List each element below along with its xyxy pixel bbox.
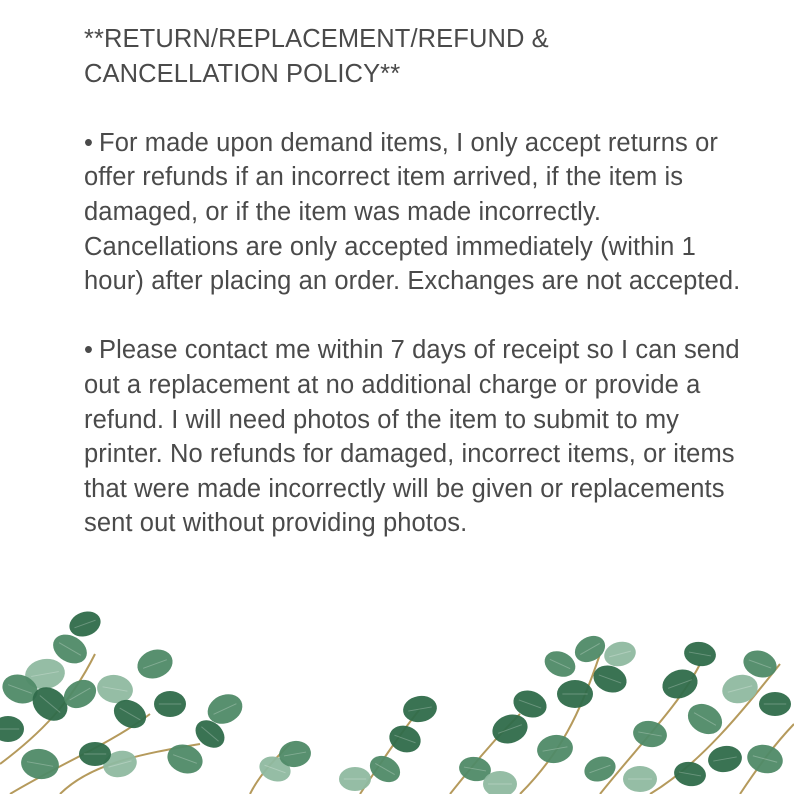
eucalyptus-leaf-icon: [658, 665, 701, 704]
stem: [10, 714, 150, 794]
stem: [740, 724, 794, 794]
bullet-icon: •: [84, 128, 94, 157]
leaf-vein: [201, 727, 218, 741]
eucalyptus-leaf-icon: [19, 746, 62, 782]
policy-paragraph-contact: [84, 333, 744, 541]
eucalyptus-foliage-icon: [0, 594, 794, 794]
leaf-vein: [120, 708, 141, 720]
leaf-vein: [679, 772, 701, 776]
leaf-vein: [143, 660, 167, 669]
paragraph-text: For made upon demand items, I only accept returns or offer refunds if an incorrect item arrived, if the item is damaged, or if the item was made incorrectly. Cancellations are only accepted immediately (within 1 hour) after placing an order. Exchanges are not accepted.: [84, 128, 741, 296]
eucalyptus-leaf-icon: [365, 751, 405, 788]
eucalyptus-leaf-icon: [26, 680, 74, 727]
eucalyptus-leaf-icon: [483, 771, 517, 794]
leaf-vein: [599, 675, 621, 683]
stem: [650, 664, 780, 794]
leaf-vein: [543, 747, 568, 751]
eucalyptus-leaf-icon: [109, 694, 151, 734]
leaf-vein: [728, 686, 752, 693]
eucalyptus-leaf-icon: [0, 670, 42, 709]
bullet-icon: •: [84, 336, 94, 365]
leaf-vein: [550, 659, 570, 668]
eucalyptus-leaf-icon: [557, 680, 593, 708]
eucalyptus-leaf-icon: [48, 629, 92, 670]
leaf-vein: [74, 620, 95, 628]
eucalyptus-leaf-icon: [401, 693, 439, 725]
eucalyptus-leaf-icon: [570, 631, 610, 668]
leaf-vein: [40, 695, 60, 712]
stem: [520, 654, 600, 794]
eucalyptus-leaf-icon: [100, 747, 140, 781]
stem: [60, 744, 200, 794]
leaf-vein: [27, 762, 53, 767]
leaf-vein: [103, 687, 128, 691]
leaf-vein: [375, 763, 394, 774]
eucalyptus-leaf-icon: [623, 766, 657, 792]
eucalyptus-leaf-icon: [277, 738, 313, 769]
leaf-vein: [753, 756, 777, 763]
eucalyptus-leaf-icon: [0, 716, 24, 742]
eucalyptus-leaf-icon: [682, 698, 727, 740]
leaf-vein: [638, 732, 661, 736]
eucalyptus-leaf-icon: [339, 767, 371, 791]
eucalyptus-leaf-icon: [719, 671, 761, 707]
leaf-vein: [173, 755, 197, 764]
eucalyptus-leaf-icon: [601, 638, 638, 669]
eucalyptus-leaf-icon: [66, 607, 104, 640]
eucalyptus-leaf-icon: [682, 639, 718, 668]
eucalyptus-leaf-icon: [740, 646, 781, 682]
eucalyptus-leaf-icon: [488, 710, 531, 749]
eucalyptus-leaf-icon: [203, 689, 247, 730]
leaf-vein: [713, 757, 736, 761]
leaf-vein: [689, 652, 711, 656]
eucalyptus-leaf-icon: [163, 740, 206, 779]
policy-document: [84, 22, 744, 541]
leaf-vein: [580, 643, 599, 654]
leaf-vein: [408, 707, 431, 711]
leaf-vein: [214, 704, 237, 715]
leaf-vein: [668, 680, 692, 689]
eucalyptus-leaf-icon: [154, 691, 186, 717]
leaf-vein: [519, 700, 541, 708]
eucalyptus-leaf-icon: [457, 754, 493, 783]
stem: [250, 744, 290, 794]
leaf-vein: [749, 660, 771, 668]
leaf-vein: [70, 688, 91, 700]
stem: [600, 664, 700, 794]
stem: [360, 709, 420, 794]
policy-paragraph-made-on-demand: [84, 126, 744, 299]
eucalyptus-leaf-icon: [672, 759, 708, 788]
leaf-vein: [31, 672, 59, 677]
stem: [450, 714, 520, 794]
leaf-vein: [8, 685, 32, 694]
leaf-vein: [109, 761, 132, 767]
eucalyptus-leaf-icon: [133, 645, 176, 684]
eucalyptus-leaf-icon: [510, 686, 551, 722]
eucalyptus-leaf-icon: [581, 752, 619, 785]
eucalyptus-leaf-icon: [744, 741, 786, 777]
leaf-vein: [284, 752, 306, 756]
eucalyptus-leaf-icon: [79, 742, 111, 766]
paragraph-text: Please contact me within 7 days of receipt so I can send out a replacement at no additional charge or provide a refund. I will need photos of the item to submit to my printer. No refunds for damaged, incorrect items, or items that were made incorrectly will be given or replacements sent out without providing photos.: [84, 336, 740, 538]
eucalyptus-leaf-icon: [706, 743, 744, 775]
leaf-vein: [464, 767, 486, 771]
leaf-vein: [498, 725, 522, 734]
leaf-vein: [609, 651, 631, 657]
leaf-vein: [589, 765, 610, 773]
stem: [0, 654, 95, 764]
eucalyptus-leaf-icon: [23, 656, 68, 692]
eucalyptus-leaf-icon: [535, 732, 575, 766]
eucalyptus-leaf-icon: [190, 715, 230, 754]
eucalyptus-leaf-icon: [59, 674, 101, 714]
eucalyptus-leaf-icon: [386, 721, 425, 756]
leaf-vein: [694, 713, 716, 726]
leaf-vein: [59, 643, 81, 656]
policy-heading: **RETURN/REPLACEMENT/REFUND & CANCELLATION POLICY**: [84, 25, 549, 88]
eucalyptus-leaf-icon: [759, 692, 791, 716]
eucalyptus-leaf-icon: [540, 646, 579, 681]
eucalyptus-leaf-icon: [256, 752, 294, 785]
eucalyptus-leaf-icon: [590, 661, 631, 697]
eucalyptus-leaf-icon: [95, 672, 135, 706]
leaf-vein: [394, 735, 415, 743]
eucalyptus-leaf-icon: [631, 718, 669, 750]
leaf-vein: [264, 765, 285, 773]
